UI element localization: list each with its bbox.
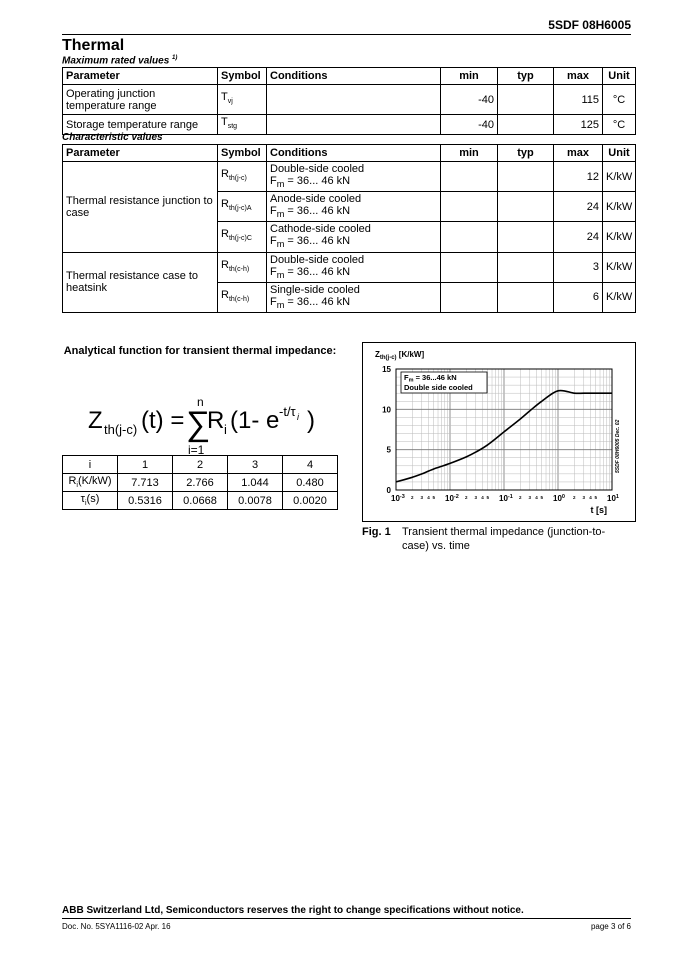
max-rated-table — [62, 67, 636, 135]
thermal-parameters-table — [62, 455, 338, 510]
col-header: typ — [498, 145, 554, 162]
x-tick-label — [553, 494, 565, 503]
force-sub: m — [276, 209, 285, 220]
cell-symbol — [218, 222, 267, 252]
formula-term-open: (1- e — [230, 407, 280, 434]
cell-max: 24 — [554, 192, 603, 222]
symbol-main: T — [221, 116, 228, 128]
x-tick-base: 10 — [445, 494, 454, 503]
formula-term-main: R — [207, 407, 225, 434]
col-header: Parameter — [63, 145, 218, 162]
x-tick-base: 10 — [553, 494, 562, 503]
x-ticks — [391, 494, 619, 503]
cell-unit: K/kW — [603, 192, 636, 222]
force-range: = 36... 46 kN — [284, 235, 351, 248]
cell-max: 6 — [554, 282, 603, 312]
condition-force — [270, 296, 437, 311]
condition-line: Double-side cooled — [270, 253, 365, 266]
cell-min — [441, 192, 498, 222]
analytical-title: Analytical function for transient thermal impedance: — [63, 345, 337, 357]
force-sub: m — [276, 299, 285, 310]
x-minor-tick-label: 2 — [464, 495, 468, 500]
table-row — [63, 85, 636, 115]
y-ticks — [382, 365, 391, 495]
col-header: max — [554, 145, 603, 162]
cell-typ — [498, 222, 554, 252]
cell-typ — [498, 252, 554, 282]
col-header: max — [554, 68, 603, 85]
cell-conditions — [267, 192, 441, 222]
x-minor-tick-label: 3 — [582, 495, 586, 500]
x-tick-exponent: 0 — [561, 494, 565, 500]
x-minor-tick-label: 4 — [427, 495, 430, 500]
part-number: 5SDF 08H6005 — [548, 18, 631, 32]
force-range: = 36... 46 kN — [284, 175, 351, 187]
symbol-sub: vj — [227, 98, 233, 106]
cell-unit: °C — [603, 85, 636, 115]
force-symbol: F — [270, 265, 277, 278]
chart-side-note: 5SDF 08H6005 Dec. 02 — [615, 419, 621, 473]
force-symbol: F — [270, 175, 277, 187]
cell-unit: K/kW — [603, 282, 636, 312]
cell-unit: K/kW — [603, 222, 636, 252]
legend-line-2: Double side cooled — [404, 383, 473, 392]
formula-sigma: ∑ — [186, 405, 211, 443]
x-minor-tick-label: 5 — [594, 495, 598, 500]
col-header: 2 — [173, 456, 228, 474]
cell-min — [441, 222, 498, 252]
y-tick-label: 15 — [382, 365, 391, 374]
y-axis-label — [375, 350, 424, 361]
impedance-formula — [62, 390, 338, 456]
table-row — [63, 162, 636, 192]
y-tick-label: 10 — [382, 405, 391, 415]
col-header: Unit — [603, 145, 636, 162]
footer-page-number: page 3 of 6 — [590, 922, 631, 931]
force-sub: m — [276, 269, 285, 280]
y-tick-label: 5 — [386, 445, 391, 455]
cell-parameter: Operating junction temperature range — [63, 85, 218, 115]
formula-lhs-main: Z — [88, 407, 103, 434]
x-minor-tick-label: 2 — [572, 495, 576, 500]
figure-text: Transient thermal impedance (junction-to-case) vs. time — [402, 526, 606, 552]
formula-lhs-sub: th(j-c) — [104, 422, 138, 437]
table-cell: 0.480 — [283, 474, 338, 492]
symbol-main: R — [221, 288, 229, 301]
cell-parameter: Thermal resistance junction to case — [63, 162, 218, 253]
table-header-row — [63, 145, 636, 162]
x-minor-tick-label: 3 — [474, 495, 478, 500]
condition-line: Single-side cooled — [270, 283, 360, 296]
condition-force — [270, 266, 437, 281]
force-symbol: F — [270, 295, 277, 308]
cell-symbol — [218, 115, 267, 135]
footer-disclaimer: ABB Switzerland Ltd, Semiconductors reserves the right to change specifications without notice. — [62, 905, 524, 916]
symbol-main: T — [221, 90, 228, 103]
footer-rule — [62, 918, 631, 919]
chart-frame — [362, 342, 636, 522]
label-unit: (s) — [86, 493, 100, 506]
x-minor-tick-label: 4 — [589, 495, 592, 500]
transient-impedance-chart — [363, 343, 635, 521]
label-main: R — [68, 475, 77, 488]
cell-max: 3 — [554, 252, 603, 282]
x-minor-tick-label: 4 — [535, 495, 538, 500]
x-tick-label — [607, 494, 619, 503]
cell-conditions — [267, 222, 441, 252]
cell-conditions — [267, 282, 441, 312]
header-rule — [62, 34, 631, 35]
cell-parameter: Storage temperature range — [63, 115, 218, 135]
x-minor-tick-label: 2 — [518, 495, 522, 500]
col-header: Conditions — [267, 145, 441, 162]
symbol-sub: th(j-c)A — [228, 205, 252, 213]
formula-term-close: ) — [307, 407, 315, 434]
table-cell: 0.5316 — [118, 492, 173, 510]
symbol-main: R — [221, 198, 229, 211]
x-minor-tick-label: 5 — [540, 495, 544, 500]
table-row — [63, 252, 636, 282]
cell-parameter: Thermal resistance case to heatsink — [63, 252, 218, 312]
table-header-row — [63, 456, 338, 474]
col-header: 1 — [118, 456, 173, 474]
y-label-unit: [K/kW] — [396, 350, 425, 359]
x-axis-label: t [s] — [590, 505, 607, 515]
figure-caption — [362, 525, 617, 553]
characteristic-table — [62, 144, 636, 313]
x-tick-base: 10 — [499, 494, 508, 503]
cell-typ — [498, 282, 554, 312]
condition-line: Double-side cooled — [270, 163, 365, 175]
x-minor-tick-label: 5 — [486, 495, 490, 500]
characteristic-caption: Characteristic values — [62, 132, 163, 143]
cell-min: -40 — [441, 85, 498, 115]
x-minor-tick-label: 5 — [432, 495, 436, 500]
y-label-main: Z — [375, 350, 380, 359]
x-minor-tick-label: 3 — [528, 495, 532, 500]
label-sub: i — [84, 500, 87, 508]
x-tick-label — [445, 494, 459, 503]
col-header: min — [441, 145, 498, 162]
cell-min: -40 — [441, 115, 498, 135]
table-cell: 0.0668 — [173, 492, 228, 510]
legend-force-symbol: F — [404, 373, 409, 382]
col-header: typ — [498, 68, 554, 85]
cell-unit: K/kW — [603, 162, 636, 192]
cell-max: 24 — [554, 222, 603, 252]
footnote-mark: 1) — [172, 55, 178, 61]
label-main: τ — [80, 493, 85, 506]
col-header: 3 — [228, 456, 283, 474]
cell-symbol — [218, 162, 267, 192]
x-tick-exponent: -1 — [507, 494, 513, 500]
cell-min — [441, 162, 498, 192]
x-tick-exponent: 1 — [615, 494, 619, 500]
cell-max: 12 — [554, 162, 603, 192]
x-tick-base: 10 — [391, 494, 400, 503]
legend-force-sub: m — [408, 377, 414, 384]
force-range: = 36... 46 kN — [284, 205, 351, 218]
table-cell: 7.713 — [118, 474, 173, 492]
max-rated-caption — [62, 55, 177, 66]
cell-min — [441, 252, 498, 282]
force-symbol: F — [270, 205, 277, 218]
row-label — [63, 492, 118, 510]
x-tick-label — [499, 494, 513, 503]
y-label-sub: th(j-c) — [379, 355, 397, 361]
col-header: min — [441, 68, 498, 85]
formula-term-sub: i — [224, 422, 227, 437]
formula-exponent: -t/τ — [279, 404, 296, 419]
force-symbol: F — [270, 235, 277, 248]
x-tick-base: 10 — [607, 494, 616, 503]
cell-conditions — [267, 252, 441, 282]
x-minor-tick-label: 2 — [410, 495, 414, 500]
cell-unit: K/kW — [603, 252, 636, 282]
force-sub: m — [276, 239, 285, 250]
cell-unit: °C — [603, 115, 636, 135]
condition-force — [270, 235, 437, 250]
cell-conditions — [267, 85, 441, 115]
table-header-row — [63, 68, 636, 85]
force-range: = 36... 46 kN — [284, 265, 351, 278]
x-minor-tick-label: 4 — [481, 495, 484, 500]
col-header: i — [63, 456, 118, 474]
footer-doc-number: Doc. No. 5SYA1116-02 Apr. 16 — [62, 922, 171, 931]
cell-symbol — [218, 85, 267, 115]
cell-symbol — [218, 192, 267, 222]
label-unit: (K/kW) — [77, 475, 112, 488]
section-title: Thermal — [62, 37, 125, 54]
formula-sum-top: n — [197, 395, 204, 409]
condition-line: Anode-side cooled — [270, 193, 362, 206]
label-sub: i — [76, 482, 78, 490]
table-row — [63, 474, 338, 492]
col-header: Symbol — [218, 68, 267, 85]
x-tick-exponent: -2 — [453, 494, 459, 500]
table-cell: 0.0078 — [228, 492, 283, 510]
cell-min — [441, 282, 498, 312]
condition-line: Cathode-side cooled — [270, 223, 371, 236]
cell-symbol — [218, 252, 267, 282]
symbol-main: R — [221, 258, 229, 271]
row-label — [63, 474, 118, 492]
col-header: 4 — [283, 456, 338, 474]
x-minor-tick-label: 3 — [420, 495, 424, 500]
symbol-sub: stg — [227, 123, 238, 131]
force-range: = 36... 46 kN — [284, 295, 351, 308]
cell-conditions — [267, 162, 441, 192]
condition-force — [270, 205, 437, 220]
x-tick-exponent: -3 — [399, 494, 405, 500]
table-cell: 1.044 — [228, 474, 283, 492]
y-tick-label: 0 — [386, 486, 391, 495]
formula-sum-bottom: i=1 — [188, 443, 205, 456]
cell-max: 115 — [554, 85, 603, 115]
symbol-sub: th(j-c)C — [228, 235, 252, 243]
formula-lhs-arg: (t) = — [141, 407, 185, 434]
force-sub: m — [276, 179, 285, 190]
formula-exponent-sub: i — [297, 412, 299, 422]
col-header: Symbol — [218, 145, 267, 162]
cell-max: 125 — [554, 115, 603, 135]
cell-symbol — [218, 282, 267, 312]
legend-force-range: = 36...46 kN — [413, 373, 457, 382]
cell-typ — [498, 85, 554, 115]
col-header: Conditions — [267, 68, 441, 85]
symbol-sub: th(c-h) — [228, 295, 250, 303]
symbol-main: R — [221, 168, 229, 180]
symbol-sub: th(c-h) — [228, 265, 250, 273]
cell-typ — [498, 115, 554, 135]
symbol-main: R — [221, 228, 229, 241]
table-cell: 2.766 — [173, 474, 228, 492]
symbol-sub: th(j-c) — [228, 175, 247, 183]
cell-typ — [498, 162, 554, 192]
max-rated-caption-text: Maximum rated values — [62, 55, 170, 67]
col-header: Parameter — [63, 68, 218, 85]
x-tick-label — [391, 494, 405, 503]
condition-force — [270, 175, 437, 190]
table-cell: 0.0020 — [283, 492, 338, 510]
figure-label: Fig. 1 — [362, 526, 391, 538]
table-row — [63, 492, 338, 510]
cell-conditions — [267, 115, 441, 135]
col-header: Unit — [603, 68, 636, 85]
cell-typ — [498, 192, 554, 222]
